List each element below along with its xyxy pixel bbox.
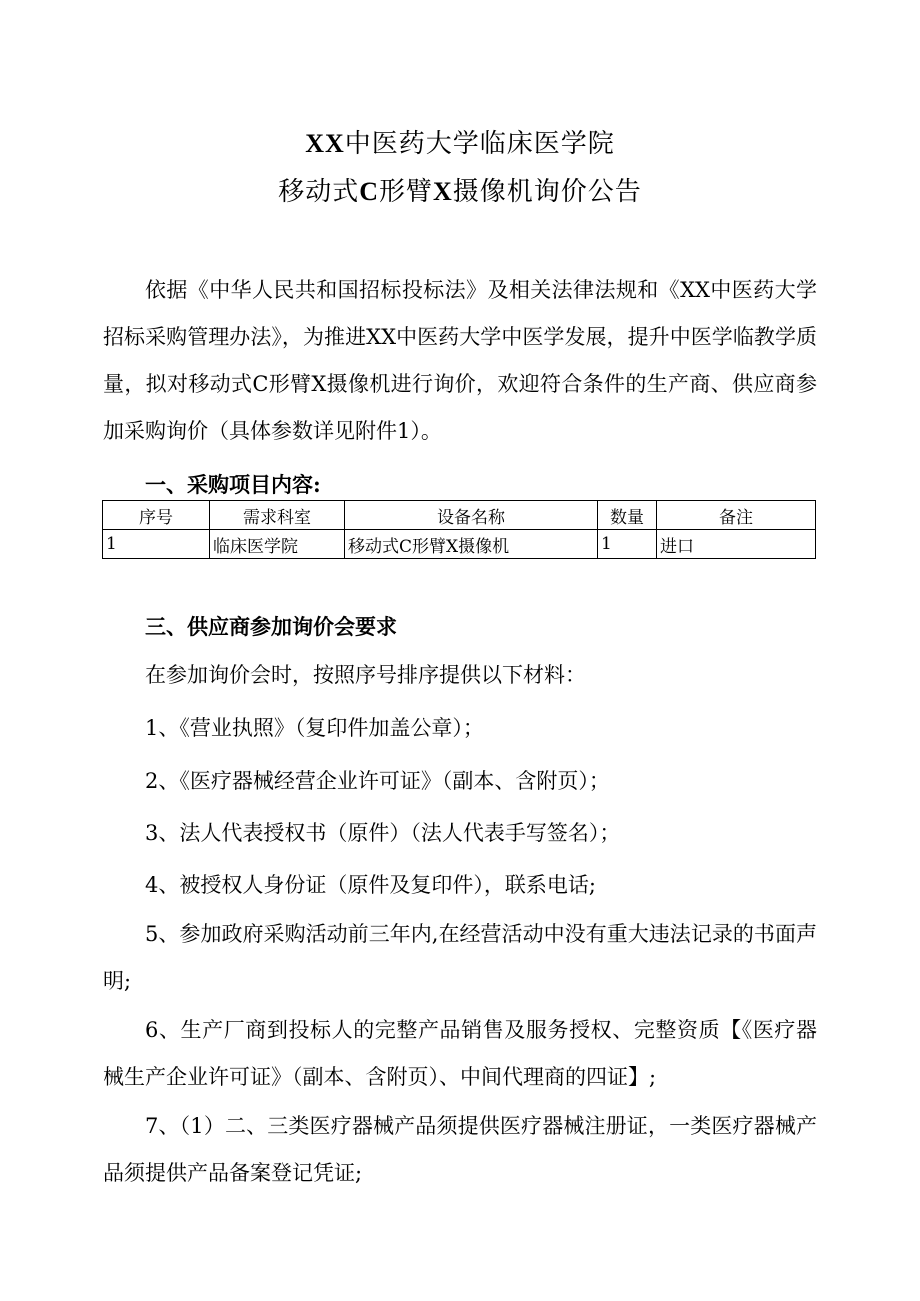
column-header-note: 备注 xyxy=(657,501,816,530)
table-header-row xyxy=(103,501,816,530)
cell-no: 1 xyxy=(103,530,210,559)
requirement-item-4: 4、被授权人身份证（原件及复印件），联系电话; xyxy=(145,873,596,897)
title-line2-part-a: 移动式 xyxy=(278,177,360,207)
column-header-no: 序号 xyxy=(103,501,210,530)
section-procurement-heading: 一、采购项目内容: xyxy=(145,472,321,497)
title-prefix: XX xyxy=(305,129,345,158)
requirement-item-1: 1、《营业执照》（复印件加盖公章）； xyxy=(145,716,484,740)
table-row xyxy=(103,530,816,559)
column-header-dept: 需求科室 xyxy=(210,501,345,530)
requirement-item-7: 7、（1）二、三类医疗器械产品须提供医疗器械注册证，一类医疗器械产品须提供产品备案登记凭证; xyxy=(103,1114,817,1185)
document-title-line1 xyxy=(0,124,920,164)
requirement-item-3: 3、法人代表授权书（原件）（法人代表手写签名）； xyxy=(145,821,621,845)
title-line2-part-b: C xyxy=(359,177,379,206)
requirement-item-2: 2、《医疗器械经营企业许可证》（副本、含附页）； xyxy=(145,769,610,793)
requirement-item-6: 6、生产厂商到投标人的完整产品销售及服务授权、完整资质【《医疗器械生产企业许可证》（副本、含附页）、中间代理商的四证】; xyxy=(103,1018,817,1089)
section-requirements-heading: 三、供应商参加询价会要求 xyxy=(145,614,397,639)
document-title-line2 xyxy=(0,172,920,212)
requirements-lead: 在参加询价会时，按照序号排序提供以下材料： xyxy=(145,663,586,687)
cell-qty: 1 xyxy=(598,530,657,559)
cell-dept: 临床医学院 xyxy=(210,530,345,559)
title-line2-part-e: 摄像机询价公告 xyxy=(452,177,642,207)
column-header-device: 设备名称 xyxy=(345,501,598,530)
title-line1-text: 中医药大学临床医学院 xyxy=(344,129,615,159)
title-line2-part-d: X xyxy=(433,177,453,206)
cell-device: 移动式C形臂X摄像机 xyxy=(345,530,598,559)
procurement-table xyxy=(102,500,816,559)
column-header-qty: 数量 xyxy=(598,501,657,530)
requirement-item-5: 5、参加政府采购活动前三年内,在经营活动中没有重大违法记录的书面声明; xyxy=(103,922,817,993)
title-line2-part-c: 形臂 xyxy=(378,177,433,207)
intro-paragraph: 依据《中华人民共和国招标投标法》及相关法律法规和《XX中医药大学招标采购管理办法》，为推进XX中医药大学中医学发展，提升中医学临教学质量，拟对移动式C形臂X摄像机进行询价，欢迎符合条件的生产商、供应商参加采购询价（具体参数详见附件1）。 xyxy=(103,278,817,443)
cell-note: 进口 xyxy=(657,530,816,559)
